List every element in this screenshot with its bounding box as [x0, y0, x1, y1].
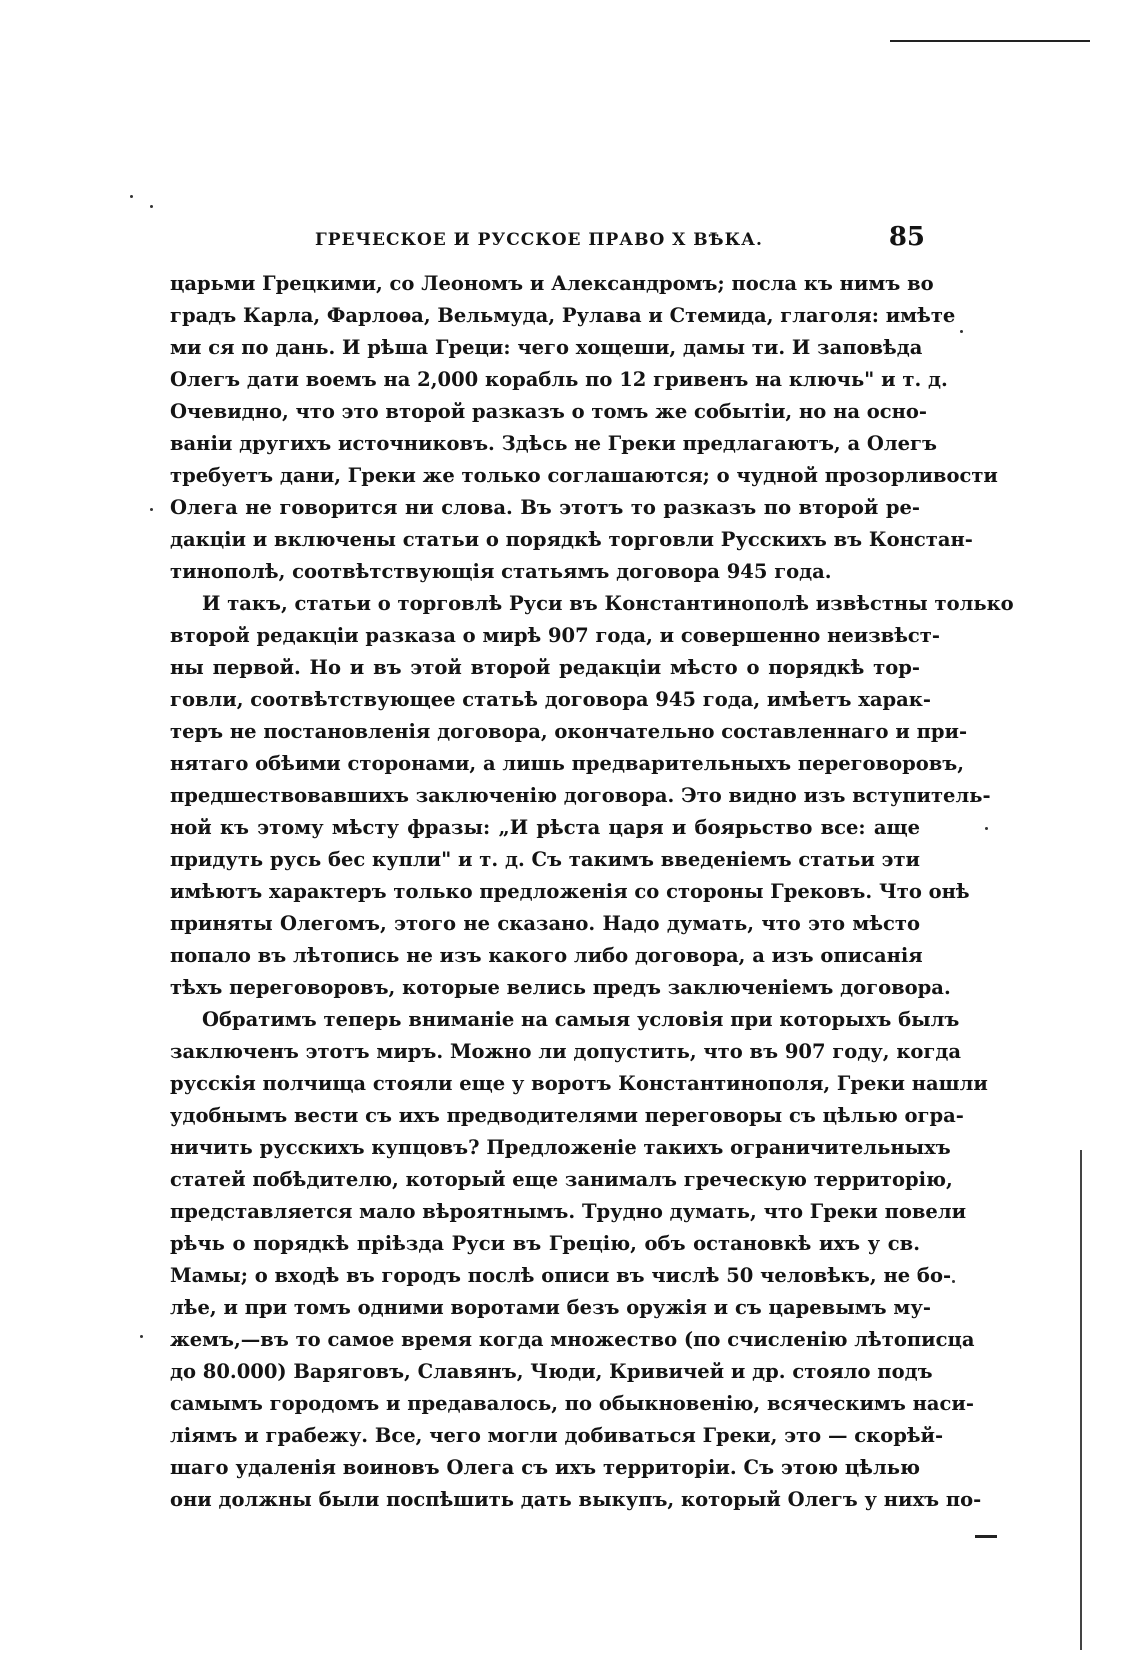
scan-speck	[960, 330, 963, 333]
text-line: ліямъ и грабежу. Все, чего могли добиваться Греки, это — скорѣй-	[170, 1424, 944, 1447]
text-line: Очевидно, что это второй разказъ о томъ же событіи, но на осно-	[170, 400, 928, 423]
text-line: статей побѣдителю, который еще занималъ греческую территорію,	[170, 1168, 953, 1191]
scan-border-right	[1080, 1150, 1082, 1650]
text-line: теръ не постановленія договора, окончательно составленнаго и при-	[170, 720, 968, 743]
text-line: ны первой. Но и въ этой второй редакціи мѣсто о порядкѣ тор-	[170, 656, 920, 679]
text-line: ничить русскихъ купцовъ? Предложеніе такихъ ограничительныхъ	[170, 1136, 951, 1159]
text-line: дакціи и включены статьи о порядкѣ торговли Русскихъ въ Констан-	[170, 528, 973, 551]
text-line: самымъ городомъ и предавалось, по обыкновенію, всяческимъ наси-	[170, 1392, 974, 1415]
text-line: Обратимъ теперь вниманіе на самыя условія при которыхъ былъ	[202, 1008, 960, 1031]
page-number: 85	[888, 222, 925, 252]
text-line: заключенъ этотъ миръ. Можно ли допустить, что въ 907 году, когда	[170, 1040, 962, 1063]
running-title: ГРЕЧЕСКОЕ И РУССКОЕ ПРАВО X ВѢКА.	[315, 230, 763, 250]
text-line: представляется мало вѣроятнымъ. Трудно думать, что Греки повели	[170, 1200, 967, 1223]
body-text	[170, 268, 1014, 1516]
text-line: шаго удаленія воиновъ Олега съ ихъ территоріи. Съ этою цѣлью	[170, 1456, 920, 1479]
text-line: говли, соотвѣтствующее статьѣ договора 945 года, имѣетъ харак-	[170, 688, 931, 711]
text-line: придуть русь бес купли" и т. д. Съ такимъ введеніемъ статьи эти	[170, 848, 921, 871]
text-line: Олега не говорится ни слова. Въ этотъ то разказъ по второй ре-	[170, 496, 920, 519]
text-line: ми ся по дань. И рѣша Греци: чего хощеши, дамы ти. И заповѣда	[170, 336, 923, 359]
text-line: имѣютъ характеръ только предложенія со стороны Грековъ. Что онѣ	[170, 880, 970, 903]
paragraph	[170, 588, 1014, 1004]
scan-speck	[985, 827, 988, 830]
text-line: требуетъ дани, Греки же только соглашаются; о чудной прозорливости	[170, 464, 998, 487]
paragraph	[170, 1004, 988, 1516]
text-line: И такъ, статьи о торговлѣ Руси въ Константинополѣ извѣстны только	[202, 592, 1014, 615]
scan-border-top	[890, 40, 1090, 42]
scan-speck	[952, 1280, 955, 1283]
text-line: нятаго обѣими сторонами, а лишь предварительныхъ переговоровъ,	[170, 752, 965, 775]
scan-mark	[975, 1535, 997, 1538]
text-line: Олегъ дати воемъ на 2,000 корабль по 12 гривенъ на ключь" и т. д.	[170, 368, 948, 391]
text-line: они должны были поспѣшить дать выкупъ, который Олегъ у нихъ по-	[170, 1488, 982, 1511]
text-line: лѣе, и при томъ одними воротами безъ оружія и съ царевымъ му-	[170, 1296, 931, 1319]
text-line: ной къ этому мѣсту фразы: „И рѣста царя и боярьство все: аще	[170, 816, 920, 839]
scan-speck	[150, 205, 153, 208]
text-line: рѣчь о порядкѣ пріѣзда Руси въ Грецію, объ остановкѣ ихъ у св.	[170, 1232, 920, 1255]
text-line: второй редакціи разказа о мирѣ 907 года, и совершенно неизвѣст-	[170, 624, 940, 647]
text-line: до 80.000) Варяговъ, Славянъ, Чюди, Кривичей и др. стояло подъ	[170, 1360, 933, 1383]
text-line: тѣхъ переговоровъ, которые велись предъ заключеніемъ договора.	[170, 976, 951, 999]
scan-speck	[140, 1335, 143, 1338]
text-line: попало въ лѣтопись не изъ какого либо договора, а изъ описанія	[170, 944, 923, 967]
text-line: ваніи другихъ источниковъ. Здѣсь не Греки предлагаютъ, а Олегъ	[170, 432, 937, 455]
page-header	[265, 222, 925, 262]
text-line: царьми Грецкими, со Леономъ и Александромъ; посла къ нимъ во	[170, 272, 934, 295]
text-line: Мамы; о входѣ въ городъ послѣ описи въ числѣ 50 человѣкъ, не бо-	[170, 1264, 952, 1287]
text-line: предшествовавшихъ заключенію договора. Это видно изъ вступитель-	[170, 784, 991, 807]
text-line: удобнымъ вести съ ихъ предводителями переговоры съ цѣлью огра-	[170, 1104, 964, 1127]
text-line: градъ Карла, Фарлоѳа, Вельмуда, Рулава и Стемида, глаголя: имѣте	[170, 304, 956, 327]
scan-speck	[150, 508, 153, 511]
scan-speck	[130, 195, 133, 198]
text-line: русскія полчища стояли еще у воротъ Константинополя, Греки нашли	[170, 1072, 988, 1095]
text-line: жемъ,—въ то самое время когда множество (по счисленію лѣтописца	[170, 1328, 975, 1351]
text-line: тинополѣ, соотвѣтствующія статьямъ договора 945 года.	[170, 560, 832, 583]
paragraph	[170, 268, 998, 588]
text-line: приняты Олегомъ, этого не сказано. Надо думать, что это мѣсто	[170, 912, 920, 935]
